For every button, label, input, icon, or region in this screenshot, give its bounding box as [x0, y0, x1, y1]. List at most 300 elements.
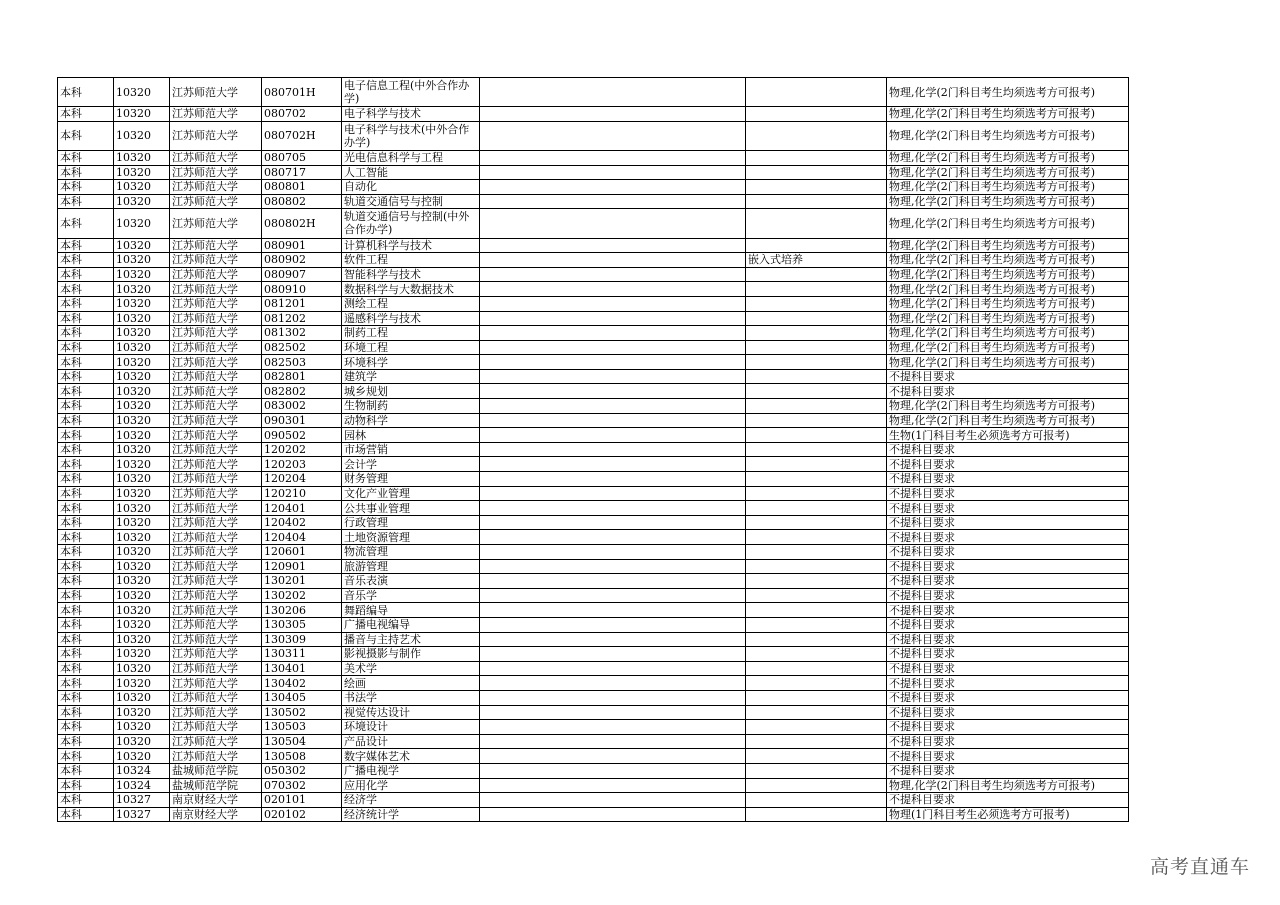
note-cell — [746, 311, 887, 326]
major-name-cell: 财务管理 — [342, 472, 480, 487]
school-name-cell: 江苏师范大学 — [170, 150, 262, 165]
note-cell — [746, 457, 887, 472]
major-code-cell: 120210 — [262, 486, 342, 501]
school-code-cell: 10320 — [114, 209, 170, 238]
major-code-cell: 130504 — [262, 734, 342, 749]
blank-cell — [480, 749, 746, 764]
requirement-cell: 不提科目要求 — [887, 661, 1129, 676]
table-row — [58, 647, 1129, 662]
major-name-cell: 计算机科学与技术 — [342, 238, 480, 253]
major-name-cell: 建筑学 — [342, 369, 480, 384]
blank-cell — [480, 355, 746, 370]
note-cell — [746, 545, 887, 560]
note-cell — [746, 676, 887, 691]
blank-cell — [480, 690, 746, 705]
major-code-cell: 020101 — [262, 793, 342, 808]
major-name-cell: 广播电视编导 — [342, 617, 480, 632]
table-row — [58, 720, 1129, 735]
school-code-cell: 10320 — [114, 253, 170, 268]
blank-cell — [480, 311, 746, 326]
blank-cell — [480, 165, 746, 180]
level-cell: 本科 — [58, 267, 114, 282]
school-name-cell: 江苏师范大学 — [170, 296, 262, 311]
school-name-cell: 江苏师范大学 — [170, 603, 262, 618]
school-code-cell: 10320 — [114, 617, 170, 632]
table-row — [58, 603, 1129, 618]
major-code-cell: 130202 — [262, 588, 342, 603]
requirement-cell: 物理,化学(2门科目考生均须选考方可报考) — [887, 194, 1129, 209]
table-row — [58, 559, 1129, 574]
note-cell — [746, 793, 887, 808]
level-cell: 本科 — [58, 413, 114, 428]
blank-cell — [480, 632, 746, 647]
blank-cell — [480, 194, 746, 209]
requirement-cell: 不提科目要求 — [887, 559, 1129, 574]
requirement-cell: 不提科目要求 — [887, 530, 1129, 545]
school-code-cell: 10320 — [114, 501, 170, 516]
school-name-cell: 江苏师范大学 — [170, 515, 262, 530]
school-code-cell: 10320 — [114, 282, 170, 297]
major-code-cell: 130405 — [262, 690, 342, 705]
blank-cell — [480, 515, 746, 530]
major-code-cell: 130201 — [262, 574, 342, 589]
major-code-cell: 120202 — [262, 442, 342, 457]
requirement-cell: 物理,化学(2门科目考生均须选考方可报考) — [887, 238, 1129, 253]
major-name-cell: 自动化 — [342, 180, 480, 195]
table-row — [58, 457, 1129, 472]
major-code-cell: 080702H — [262, 121, 342, 150]
requirement-cell: 不提科目要求 — [887, 676, 1129, 691]
requirement-cell: 不提科目要求 — [887, 486, 1129, 501]
school-code-cell: 10320 — [114, 574, 170, 589]
school-name-cell: 江苏师范大学 — [170, 428, 262, 443]
major-name-cell: 播音与主持艺术 — [342, 632, 480, 647]
school-name-cell: 江苏师范大学 — [170, 647, 262, 662]
level-cell: 本科 — [58, 793, 114, 808]
note-cell — [746, 355, 887, 370]
major-name-cell: 轨道交通信号与控制 — [342, 194, 480, 209]
blank-cell — [480, 574, 746, 589]
table-row — [58, 632, 1129, 647]
level-cell: 本科 — [58, 355, 114, 370]
school-name-cell: 江苏师范大学 — [170, 369, 262, 384]
level-cell: 本科 — [58, 78, 114, 107]
school-code-cell: 10320 — [114, 399, 170, 414]
level-cell: 本科 — [58, 676, 114, 691]
requirement-cell: 不提科目要求 — [887, 720, 1129, 735]
school-code-cell: 10320 — [114, 165, 170, 180]
school-code-cell: 10320 — [114, 588, 170, 603]
blank-cell — [480, 399, 746, 414]
major-name-cell: 数字媒体艺术 — [342, 749, 480, 764]
school-name-cell: 江苏师范大学 — [170, 194, 262, 209]
school-name-cell: 江苏师范大学 — [170, 121, 262, 150]
note-cell — [746, 180, 887, 195]
blank-cell — [480, 457, 746, 472]
school-code-cell: 10320 — [114, 647, 170, 662]
table-row — [58, 121, 1129, 150]
school-name-cell: 江苏师范大学 — [170, 588, 262, 603]
major-code-cell: 080910 — [262, 282, 342, 297]
blank-cell — [480, 340, 746, 355]
school-code-cell: 10320 — [114, 267, 170, 282]
school-code-cell: 10320 — [114, 749, 170, 764]
table-row — [58, 793, 1129, 808]
blank-cell — [480, 180, 746, 195]
table-row — [58, 501, 1129, 516]
table-row — [58, 311, 1129, 326]
table-row — [58, 355, 1129, 370]
blank-cell — [480, 676, 746, 691]
note-cell — [746, 690, 887, 705]
level-cell: 本科 — [58, 442, 114, 457]
level-cell: 本科 — [58, 311, 114, 326]
table-row — [58, 428, 1129, 443]
major-name-cell: 电子信息工程(中外合作办学) — [342, 78, 480, 107]
school-name-cell: 江苏师范大学 — [170, 545, 262, 560]
table-row — [58, 442, 1129, 457]
note-cell — [746, 807, 887, 822]
level-cell: 本科 — [58, 384, 114, 399]
major-name-cell: 环境设计 — [342, 720, 480, 735]
school-code-cell: 10320 — [114, 194, 170, 209]
table-row — [58, 209, 1129, 238]
blank-cell — [480, 603, 746, 618]
major-code-cell: 120401 — [262, 501, 342, 516]
note-cell — [746, 442, 887, 457]
school-name-cell: 江苏师范大学 — [170, 311, 262, 326]
table-row — [58, 690, 1129, 705]
school-code-cell: 10324 — [114, 778, 170, 793]
level-cell: 本科 — [58, 282, 114, 297]
school-code-cell: 10320 — [114, 107, 170, 122]
blank-cell — [480, 734, 746, 749]
blank-cell — [480, 807, 746, 822]
level-cell: 本科 — [58, 428, 114, 443]
requirement-cell: 物理,化学(2门科目考生均须选考方可报考) — [887, 253, 1129, 268]
requirement-cell: 不提科目要求 — [887, 472, 1129, 487]
major-code-cell: 082502 — [262, 340, 342, 355]
table-row — [58, 253, 1129, 268]
watermark: 高考直通车 — [1149, 856, 1250, 878]
major-name-cell: 人工智能 — [342, 165, 480, 180]
table-row — [58, 238, 1129, 253]
table-row — [58, 676, 1129, 691]
table-row — [58, 472, 1129, 487]
major-name-cell: 园林 — [342, 428, 480, 443]
note-cell — [746, 588, 887, 603]
major-name-cell: 应用化学 — [342, 778, 480, 793]
table-row — [58, 661, 1129, 676]
requirement-cell: 物理,化学(2门科目考生均须选考方可报考) — [887, 311, 1129, 326]
table-row — [58, 369, 1129, 384]
major-name-cell: 城乡规划 — [342, 384, 480, 399]
level-cell: 本科 — [58, 296, 114, 311]
major-name-cell: 行政管理 — [342, 515, 480, 530]
requirement-cell: 物理,化学(2门科目考生均须选考方可报考) — [887, 355, 1129, 370]
level-cell: 本科 — [58, 807, 114, 822]
blank-cell — [480, 559, 746, 574]
table-row — [58, 180, 1129, 195]
level-cell: 本科 — [58, 705, 114, 720]
requirement-cell: 物理,化学(2门科目考生均须选考方可报考) — [887, 150, 1129, 165]
note-cell — [746, 734, 887, 749]
major-code-cell: 081302 — [262, 326, 342, 341]
school-code-cell: 10320 — [114, 661, 170, 676]
note-cell — [746, 647, 887, 662]
level-cell: 本科 — [58, 121, 114, 150]
table-row — [58, 705, 1129, 720]
level-cell: 本科 — [58, 647, 114, 662]
school-code-cell: 10320 — [114, 632, 170, 647]
major-code-cell: 080902 — [262, 253, 342, 268]
major-name-cell: 环境科学 — [342, 355, 480, 370]
school-code-cell: 10320 — [114, 559, 170, 574]
blank-cell — [480, 121, 746, 150]
note-cell — [746, 121, 887, 150]
requirement-cell: 不提科目要求 — [887, 603, 1129, 618]
requirement-cell: 物理,化学(2门科目考生均须选考方可报考) — [887, 778, 1129, 793]
level-cell: 本科 — [58, 165, 114, 180]
blank-cell — [480, 545, 746, 560]
blank-cell — [480, 705, 746, 720]
blank-cell — [480, 209, 746, 238]
table-row — [58, 486, 1129, 501]
major-name-cell: 软件工程 — [342, 253, 480, 268]
table-row — [58, 78, 1129, 107]
blank-cell — [480, 588, 746, 603]
major-code-cell: 130401 — [262, 661, 342, 676]
table-row — [58, 734, 1129, 749]
school-code-cell: 10320 — [114, 705, 170, 720]
requirement-cell: 不提科目要求 — [887, 617, 1129, 632]
note-cell — [746, 399, 887, 414]
level-cell: 本科 — [58, 501, 114, 516]
major-name-cell: 视觉传达设计 — [342, 705, 480, 720]
major-name-cell: 公共事业管理 — [342, 501, 480, 516]
note-cell — [746, 428, 887, 443]
school-code-cell: 10320 — [114, 734, 170, 749]
note-cell — [746, 413, 887, 428]
blank-cell — [480, 107, 746, 122]
requirement-cell: 物理,化学(2门科目考生均须选考方可报考) — [887, 340, 1129, 355]
blank-cell — [480, 472, 746, 487]
requirement-cell: 不提科目要求 — [887, 647, 1129, 662]
table-row — [58, 574, 1129, 589]
major-code-cell: 090301 — [262, 413, 342, 428]
requirement-cell: 不提科目要求 — [887, 632, 1129, 647]
school-name-cell: 江苏师范大学 — [170, 705, 262, 720]
major-name-cell: 美术学 — [342, 661, 480, 676]
school-code-cell: 10320 — [114, 355, 170, 370]
major-code-cell: 083002 — [262, 399, 342, 414]
level-cell: 本科 — [58, 720, 114, 735]
blank-cell — [480, 150, 746, 165]
school-name-cell: 江苏师范大学 — [170, 399, 262, 414]
note-cell — [746, 238, 887, 253]
major-name-cell: 遥感科学与技术 — [342, 311, 480, 326]
table-row — [58, 545, 1129, 560]
level-cell: 本科 — [58, 617, 114, 632]
level-cell: 本科 — [58, 661, 114, 676]
major-name-cell: 影视摄影与制作 — [342, 647, 480, 662]
note-cell: 嵌入式培养 — [746, 253, 887, 268]
level-cell: 本科 — [58, 340, 114, 355]
requirement-cell: 物理,化学(2门科目考生均须选考方可报考) — [887, 267, 1129, 282]
requirement-cell: 不提科目要求 — [887, 763, 1129, 778]
level-cell: 本科 — [58, 238, 114, 253]
requirement-cell: 物理,化学(2门科目考生均须选考方可报考) — [887, 326, 1129, 341]
major-name-cell: 智能科学与技术 — [342, 267, 480, 282]
major-code-cell: 090502 — [262, 428, 342, 443]
level-cell: 本科 — [58, 457, 114, 472]
level-cell: 本科 — [58, 749, 114, 764]
school-name-cell: 江苏师范大学 — [170, 734, 262, 749]
blank-cell — [480, 384, 746, 399]
major-name-cell: 音乐学 — [342, 588, 480, 603]
major-code-cell: 070302 — [262, 778, 342, 793]
table-row — [58, 282, 1129, 297]
school-code-cell: 10320 — [114, 442, 170, 457]
blank-cell — [480, 501, 746, 516]
school-code-cell: 10320 — [114, 603, 170, 618]
school-name-cell: 江苏师范大学 — [170, 238, 262, 253]
level-cell: 本科 — [58, 545, 114, 560]
major-code-cell: 120203 — [262, 457, 342, 472]
table-row — [58, 296, 1129, 311]
school-code-cell: 10320 — [114, 515, 170, 530]
school-code-cell: 10320 — [114, 720, 170, 735]
note-cell — [746, 340, 887, 355]
table-row — [58, 165, 1129, 180]
major-name-cell: 环境工程 — [342, 340, 480, 355]
school-name-cell: 江苏师范大学 — [170, 690, 262, 705]
major-name-cell: 绘画 — [342, 676, 480, 691]
major-code-cell: 050302 — [262, 763, 342, 778]
blank-cell — [480, 763, 746, 778]
school-name-cell: 江苏师范大学 — [170, 486, 262, 501]
school-code-cell: 10324 — [114, 763, 170, 778]
note-cell — [746, 763, 887, 778]
school-code-cell: 10320 — [114, 78, 170, 107]
school-name-cell: 江苏师范大学 — [170, 340, 262, 355]
school-name-cell: 江苏师范大学 — [170, 559, 262, 574]
school-name-cell: 盐城师范学院 — [170, 778, 262, 793]
requirement-cell: 不提科目要求 — [887, 690, 1129, 705]
requirement-cell: 不提科目要求 — [887, 749, 1129, 764]
level-cell: 本科 — [58, 369, 114, 384]
level-cell: 本科 — [58, 399, 114, 414]
note-cell — [746, 617, 887, 632]
level-cell: 本科 — [58, 472, 114, 487]
major-name-cell: 广播电视学 — [342, 763, 480, 778]
note-cell — [746, 661, 887, 676]
school-code-cell: 10320 — [114, 340, 170, 355]
level-cell: 本科 — [58, 734, 114, 749]
school-name-cell: 江苏师范大学 — [170, 720, 262, 735]
table-row — [58, 399, 1129, 414]
level-cell: 本科 — [58, 574, 114, 589]
note-cell — [746, 632, 887, 647]
school-code-cell: 10320 — [114, 311, 170, 326]
requirement-cell: 不提科目要求 — [887, 705, 1129, 720]
school-name-cell: 江苏师范大学 — [170, 165, 262, 180]
requirement-cell: 生物(1门科目考生必须选考方可报考) — [887, 428, 1129, 443]
note-cell — [746, 369, 887, 384]
major-name-cell: 电子科学与技术 — [342, 107, 480, 122]
school-name-cell: 江苏师范大学 — [170, 282, 262, 297]
note-cell — [746, 472, 887, 487]
school-code-cell: 10320 — [114, 428, 170, 443]
note-cell — [746, 296, 887, 311]
major-name-cell: 数据科学与大数据技术 — [342, 282, 480, 297]
note-cell — [746, 603, 887, 618]
major-code-cell: 130309 — [262, 632, 342, 647]
level-cell: 本科 — [58, 530, 114, 545]
level-cell: 本科 — [58, 603, 114, 618]
level-cell: 本科 — [58, 559, 114, 574]
note-cell — [746, 720, 887, 735]
school-name-cell: 江苏师范大学 — [170, 617, 262, 632]
note-cell — [746, 107, 887, 122]
school-name-cell: 南京财经大学 — [170, 807, 262, 822]
school-name-cell: 江苏师范大学 — [170, 676, 262, 691]
requirement-cell: 不提科目要求 — [887, 457, 1129, 472]
school-name-cell: 江苏师范大学 — [170, 78, 262, 107]
school-name-cell: 江苏师范大学 — [170, 355, 262, 370]
requirement-cell: 不提科目要求 — [887, 734, 1129, 749]
school-code-cell: 10320 — [114, 486, 170, 501]
school-name-cell: 江苏师范大学 — [170, 501, 262, 516]
school-name-cell: 江苏师范大学 — [170, 209, 262, 238]
note-cell — [746, 267, 887, 282]
requirement-cell: 物理,化学(2门科目考生均须选考方可报考) — [887, 413, 1129, 428]
major-code-cell: 080705 — [262, 150, 342, 165]
school-name-cell: 江苏师范大学 — [170, 326, 262, 341]
blank-cell — [480, 793, 746, 808]
major-code-cell: 130503 — [262, 720, 342, 735]
requirement-cell: 不提科目要求 — [887, 442, 1129, 457]
school-name-cell: 江苏师范大学 — [170, 180, 262, 195]
school-code-cell: 10320 — [114, 457, 170, 472]
level-cell: 本科 — [58, 778, 114, 793]
major-code-cell: 120901 — [262, 559, 342, 574]
requirement-cell: 不提科目要求 — [887, 588, 1129, 603]
major-name-cell: 生物制药 — [342, 399, 480, 414]
major-name-cell: 舞蹈编导 — [342, 603, 480, 618]
major-code-cell: 080802 — [262, 194, 342, 209]
major-code-cell: 120204 — [262, 472, 342, 487]
school-code-cell: 10320 — [114, 413, 170, 428]
blank-cell — [480, 530, 746, 545]
school-code-cell: 10320 — [114, 180, 170, 195]
school-code-cell: 10320 — [114, 545, 170, 560]
table-row — [58, 150, 1129, 165]
requirement-cell: 物理,化学(2门科目考生均须选考方可报考) — [887, 399, 1129, 414]
requirement-cell: 物理,化学(2门科目考生均须选考方可报考) — [887, 296, 1129, 311]
major-name-cell: 土地资源管理 — [342, 530, 480, 545]
major-name-cell: 电子科学与技术(中外合作办学) — [342, 121, 480, 150]
major-name-cell: 经济统计学 — [342, 807, 480, 822]
table-row — [58, 413, 1129, 428]
major-name-cell: 会计学 — [342, 457, 480, 472]
school-name-cell: 江苏师范大学 — [170, 413, 262, 428]
requirement-cell: 物理(1门科目考生必须选考方可报考) — [887, 807, 1129, 822]
major-code-cell: 130305 — [262, 617, 342, 632]
school-code-cell: 10320 — [114, 296, 170, 311]
note-cell — [746, 150, 887, 165]
school-code-cell: 10320 — [114, 384, 170, 399]
